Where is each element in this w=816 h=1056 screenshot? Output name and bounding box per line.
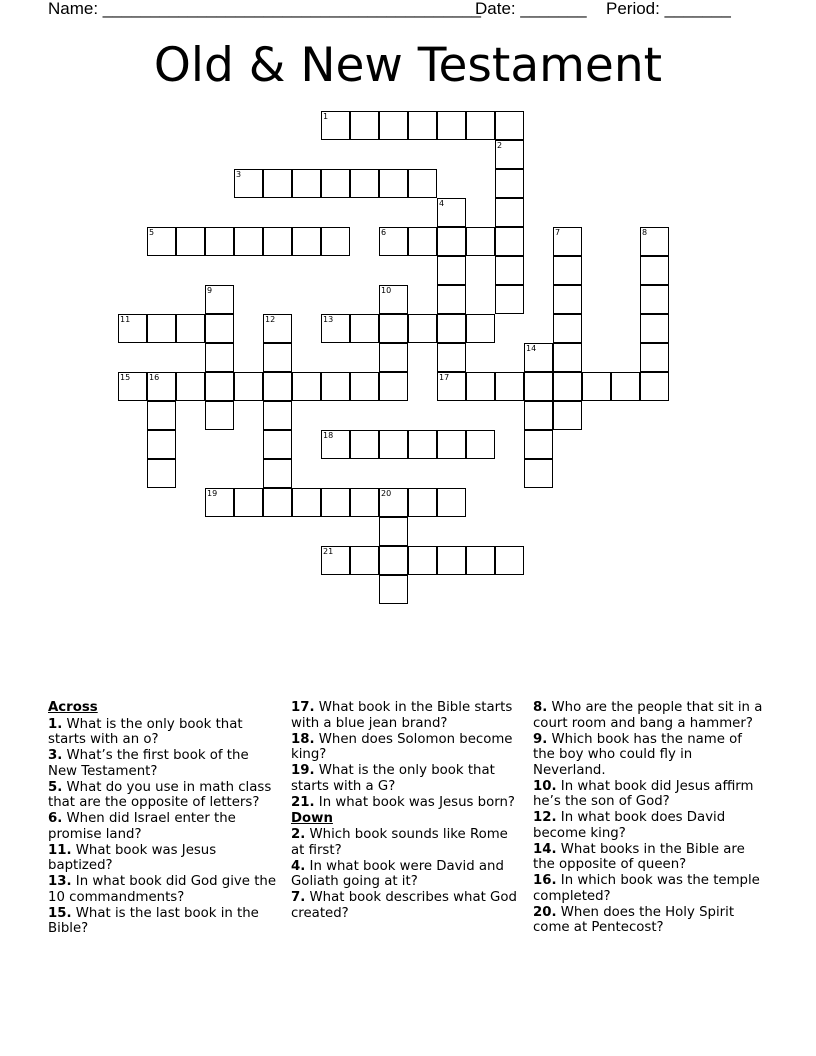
grid-cell[interactable] bbox=[437, 256, 466, 285]
clue-label: 1. bbox=[48, 716, 63, 732]
clue-text: In what book did God give the 10 commandments? bbox=[48, 874, 277, 905]
grid-cell[interactable] bbox=[147, 227, 176, 256]
clue-label: 18. bbox=[291, 731, 315, 747]
clue-number: 11 bbox=[120, 315, 131, 324]
clue-number: 6 bbox=[381, 228, 387, 237]
clues-column-3 bbox=[533, 700, 763, 936]
clue-down bbox=[533, 842, 763, 873]
grid-cell[interactable] bbox=[640, 227, 669, 256]
clue-text: In what book did Jesus affirm he’s the son of God? bbox=[533, 778, 754, 809]
clue-down bbox=[533, 700, 763, 731]
clue-text: When did Israel enter the promise land? bbox=[48, 811, 236, 842]
clue-down bbox=[533, 873, 763, 904]
grid-cell[interactable] bbox=[524, 372, 553, 401]
grid-cell[interactable] bbox=[379, 111, 408, 140]
grid-cell[interactable] bbox=[379, 314, 408, 343]
down-heading: Down bbox=[291, 810, 333, 826]
grid-cell[interactable] bbox=[176, 227, 205, 256]
clue-label: 8. bbox=[533, 700, 548, 715]
grid-cell[interactable] bbox=[408, 314, 437, 343]
clue-across bbox=[291, 795, 521, 811]
grid-cell[interactable] bbox=[408, 169, 437, 198]
grid-cell[interactable] bbox=[582, 372, 611, 401]
grid-cell[interactable] bbox=[350, 111, 379, 140]
clue-label: 7. bbox=[291, 890, 306, 905]
grid-cell[interactable] bbox=[553, 314, 582, 343]
grid-cell[interactable] bbox=[205, 372, 234, 401]
clue-label: 13. bbox=[48, 874, 72, 889]
clue-number: 8 bbox=[642, 228, 648, 237]
grid-cell[interactable] bbox=[321, 488, 350, 517]
grid-cell[interactable] bbox=[118, 372, 147, 401]
clue-text: What books in the Bible are the opposite of queen? bbox=[533, 841, 745, 872]
clue-number: 13 bbox=[323, 315, 334, 324]
grid-cell[interactable] bbox=[408, 546, 437, 575]
clue-across bbox=[48, 748, 278, 779]
grid-cell[interactable] bbox=[379, 169, 408, 198]
grid-cell[interactable] bbox=[147, 401, 176, 430]
grid-cell[interactable] bbox=[205, 314, 234, 343]
grid-cell[interactable] bbox=[263, 343, 292, 372]
grid-cell[interactable] bbox=[466, 430, 495, 459]
clue-label: 4. bbox=[291, 858, 306, 874]
grid-cell[interactable] bbox=[640, 372, 669, 401]
clue-number: 16 bbox=[149, 373, 160, 382]
clue-down bbox=[533, 905, 763, 936]
clue-label: 20. bbox=[533, 904, 557, 920]
grid-cell[interactable] bbox=[379, 372, 408, 401]
grid-cell[interactable] bbox=[553, 343, 582, 372]
grid-cell[interactable] bbox=[524, 430, 553, 459]
clue-label: 2. bbox=[291, 827, 306, 842]
clue-label: 6. bbox=[48, 811, 63, 826]
clue-text: What book describes what God created? bbox=[291, 890, 517, 921]
grid-cell[interactable] bbox=[263, 314, 292, 343]
grid-cell[interactable] bbox=[524, 459, 553, 488]
clue-text: What is the only book that starts with a G? bbox=[291, 763, 495, 794]
clue-across bbox=[48, 811, 278, 842]
clue-label: 9. bbox=[533, 731, 548, 747]
clue-label: 10. bbox=[533, 778, 557, 794]
grid-cell[interactable] bbox=[553, 372, 582, 401]
clue-across bbox=[48, 874, 278, 905]
clue-number: 4 bbox=[439, 199, 445, 208]
grid-cell[interactable] bbox=[379, 517, 408, 546]
clue-number: 5 bbox=[149, 228, 155, 237]
grid-cell[interactable] bbox=[234, 169, 263, 198]
grid-cell[interactable] bbox=[263, 488, 292, 517]
grid-cell[interactable] bbox=[321, 169, 350, 198]
clue-number: 15 bbox=[120, 373, 131, 382]
clue-number: 7 bbox=[555, 228, 561, 237]
grid-cell[interactable] bbox=[292, 372, 321, 401]
across-heading: Across bbox=[48, 700, 98, 715]
grid-cell[interactable] bbox=[321, 372, 350, 401]
clue-down bbox=[291, 859, 521, 890]
grid-cell[interactable] bbox=[495, 140, 524, 169]
clue-text: In what book were David and Goliath going at it? bbox=[291, 858, 504, 889]
grid-cell[interactable] bbox=[437, 488, 466, 517]
clue-text: What is the last book in the Bible? bbox=[48, 905, 259, 936]
grid-cell[interactable] bbox=[292, 488, 321, 517]
grid-cell[interactable] bbox=[263, 227, 292, 256]
grid-cell[interactable] bbox=[234, 488, 263, 517]
grid-cell[interactable] bbox=[147, 459, 176, 488]
clue-down bbox=[291, 827, 521, 858]
grid-cell[interactable] bbox=[437, 285, 466, 314]
clue-across bbox=[291, 732, 521, 763]
clue-down bbox=[291, 890, 521, 921]
clue-text: What book in the Bible starts with a blue jean brand? bbox=[291, 700, 513, 731]
grid-cell[interactable] bbox=[408, 111, 437, 140]
clue-down bbox=[533, 732, 763, 779]
grid-cell[interactable] bbox=[408, 488, 437, 517]
date-field[interactable]: Date: _______ bbox=[475, 0, 587, 18]
grid-cell[interactable] bbox=[234, 227, 263, 256]
grid-cell[interactable] bbox=[205, 488, 234, 517]
clue-across bbox=[48, 780, 278, 811]
page-title: Old & New Testament bbox=[153, 38, 663, 93]
grid-cell[interactable] bbox=[495, 546, 524, 575]
grid-cell[interactable] bbox=[118, 314, 147, 343]
grid-cell[interactable] bbox=[321, 111, 350, 140]
grid-cell[interactable] bbox=[176, 314, 205, 343]
clue-text: In what book was Jesus born? bbox=[314, 794, 515, 810]
grid-cell[interactable] bbox=[176, 372, 205, 401]
grid-cell[interactable] bbox=[205, 227, 234, 256]
grid-cell[interactable] bbox=[495, 227, 524, 256]
grid-cell[interactable] bbox=[350, 488, 379, 517]
grid-cell[interactable] bbox=[379, 227, 408, 256]
grid-cell[interactable] bbox=[495, 372, 524, 401]
grid-cell[interactable] bbox=[437, 111, 466, 140]
grid-cell[interactable] bbox=[611, 372, 640, 401]
grid-cell[interactable] bbox=[437, 227, 466, 256]
grid-cell[interactable] bbox=[350, 546, 379, 575]
grid-cell[interactable] bbox=[640, 314, 669, 343]
grid-cell[interactable] bbox=[205, 343, 234, 372]
clue-text: What book was Jesus baptized? bbox=[48, 842, 217, 873]
grid-cell[interactable] bbox=[263, 430, 292, 459]
grid-cell[interactable] bbox=[321, 314, 350, 343]
clue-number: 3 bbox=[236, 170, 242, 179]
grid-cell[interactable] bbox=[147, 430, 176, 459]
grid-cell[interactable] bbox=[437, 198, 466, 227]
grid-cell[interactable] bbox=[292, 227, 321, 256]
grid-cell[interactable] bbox=[437, 314, 466, 343]
clue-label: 16. bbox=[533, 873, 557, 888]
grid-cell[interactable] bbox=[437, 372, 466, 401]
clue-across bbox=[291, 763, 521, 794]
clue-text: What’s the first book of the New Testament? bbox=[48, 748, 249, 779]
grid-cell[interactable] bbox=[350, 372, 379, 401]
clue-text: When does the Holy Spirit come at Pentecost? bbox=[533, 904, 735, 935]
grid-cell[interactable] bbox=[437, 430, 466, 459]
grid-cell[interactable] bbox=[495, 285, 524, 314]
grid-cell[interactable] bbox=[408, 430, 437, 459]
clue-across bbox=[291, 700, 521, 731]
clue-label: 3. bbox=[48, 748, 63, 763]
grid-cell[interactable] bbox=[553, 401, 582, 430]
clue-text: In what book does David become king? bbox=[533, 810, 726, 841]
clues-column-2 bbox=[291, 700, 521, 922]
clue-down bbox=[533, 810, 763, 841]
grid-cell[interactable] bbox=[466, 227, 495, 256]
grid-cell[interactable] bbox=[321, 430, 350, 459]
grid-cell[interactable] bbox=[147, 372, 176, 401]
grid-cell[interactable] bbox=[234, 372, 263, 401]
grid-cell[interactable] bbox=[350, 430, 379, 459]
grid-cell[interactable] bbox=[350, 314, 379, 343]
clue-number: 19 bbox=[207, 489, 218, 498]
clue-label: 5. bbox=[48, 779, 63, 795]
grid-cell[interactable] bbox=[495, 169, 524, 198]
clue-number: 20 bbox=[381, 489, 392, 498]
clue-number: 10 bbox=[381, 286, 392, 295]
clue-text: What do you use in math class that are the opposite of letters? bbox=[48, 779, 272, 810]
clue-text: Which book sounds like Rome at first? bbox=[291, 827, 508, 858]
grid-cell[interactable] bbox=[321, 546, 350, 575]
clue-across bbox=[48, 717, 278, 748]
grid-cell[interactable] bbox=[640, 256, 669, 285]
grid-cell[interactable] bbox=[379, 575, 408, 604]
grid-cell[interactable] bbox=[553, 256, 582, 285]
clue-number: 21 bbox=[323, 547, 334, 556]
grid-cell[interactable] bbox=[640, 343, 669, 372]
grid-cell[interactable] bbox=[205, 285, 234, 314]
clue-text: Who are the people that sit in a court room and bang a hammer? bbox=[533, 700, 763, 731]
clue-number: 9 bbox=[207, 286, 213, 295]
clue-label: 17. bbox=[291, 700, 315, 715]
clue-label: 19. bbox=[291, 763, 315, 778]
grid-cell[interactable] bbox=[553, 285, 582, 314]
grid-cell[interactable] bbox=[524, 343, 553, 372]
clue-label: 15. bbox=[48, 905, 72, 921]
grid-cell[interactable] bbox=[466, 546, 495, 575]
grid-cell[interactable] bbox=[379, 343, 408, 372]
clue-text: In which book was the temple completed? bbox=[533, 873, 760, 904]
clue-number: 12 bbox=[265, 315, 276, 324]
name-field[interactable]: Name: ________________________________________ bbox=[48, 0, 481, 18]
grid-cell[interactable] bbox=[263, 459, 292, 488]
clue-text: Which book has the name of the boy who could fly in Neverland. bbox=[533, 731, 742, 778]
grid-cell[interactable] bbox=[466, 372, 495, 401]
grid-cell[interactable] bbox=[205, 401, 234, 430]
grid-cell[interactable] bbox=[379, 285, 408, 314]
grid-cell[interactable] bbox=[466, 111, 495, 140]
clue-down bbox=[533, 779, 763, 810]
grid-cell[interactable] bbox=[437, 343, 466, 372]
grid-cell[interactable] bbox=[408, 227, 437, 256]
clue-text: When does Solomon become king? bbox=[291, 731, 513, 762]
period-field[interactable]: Period: _______ bbox=[606, 0, 731, 18]
grid-cell[interactable] bbox=[495, 111, 524, 140]
grid-cell[interactable] bbox=[553, 227, 582, 256]
grid-cell[interactable] bbox=[263, 401, 292, 430]
clue-label: 11. bbox=[48, 842, 72, 858]
clue-number: 2 bbox=[497, 141, 503, 150]
grid-cell[interactable] bbox=[379, 430, 408, 459]
clue-across bbox=[48, 906, 278, 937]
grid-cell[interactable] bbox=[350, 169, 379, 198]
clue-text: What is the only book that starts with an o? bbox=[48, 716, 243, 747]
grid-cell[interactable] bbox=[263, 372, 292, 401]
grid-cell[interactable] bbox=[379, 546, 408, 575]
clue-label: 14. bbox=[533, 841, 557, 857]
clues-column-1 bbox=[48, 700, 278, 937]
grid-cell[interactable] bbox=[524, 401, 553, 430]
clue-number: 18 bbox=[323, 431, 334, 440]
grid-cell[interactable] bbox=[466, 314, 495, 343]
grid-cell[interactable] bbox=[640, 285, 669, 314]
grid-cell[interactable] bbox=[437, 546, 466, 575]
clue-number: 17 bbox=[439, 373, 450, 382]
clue-across bbox=[48, 843, 278, 874]
grid-cell[interactable] bbox=[495, 198, 524, 227]
grid-cell[interactable] bbox=[147, 314, 176, 343]
grid-cell[interactable] bbox=[379, 488, 408, 517]
clue-number: 1 bbox=[323, 112, 329, 121]
grid-cell[interactable] bbox=[321, 227, 350, 256]
clue-number: 14 bbox=[526, 344, 537, 353]
clue-label: 21. bbox=[291, 794, 315, 810]
clue-label: 12. bbox=[533, 810, 557, 825]
grid-cell[interactable] bbox=[263, 169, 292, 198]
grid-cell[interactable] bbox=[495, 256, 524, 285]
grid-cell[interactable] bbox=[292, 169, 321, 198]
